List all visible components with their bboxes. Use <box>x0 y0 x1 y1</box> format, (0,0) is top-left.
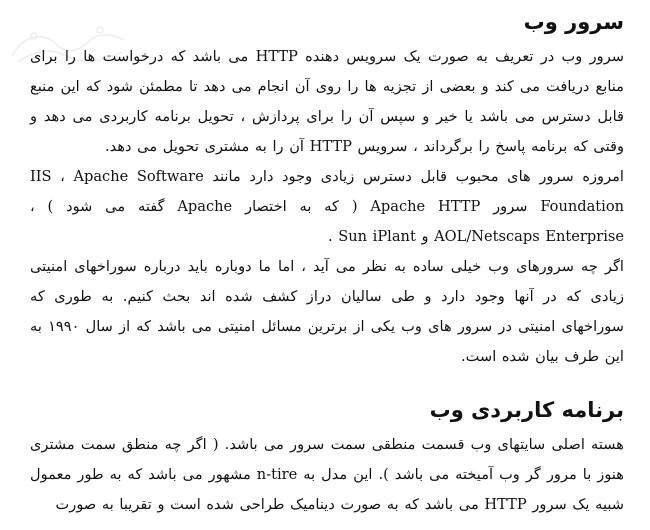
paragraph-web-server-definition: سرور وب در تعریف به صورت یک سرویس دهنده HTTP می باشد که درخواست ها را برای منابع دریافت می کند و بعضی از تجزیه ها را روی آن انجام می دهد تا مطمئن شود که این منبع قابل دسترس می باشد یا خیر و سپس آن را برای پردازش ، تحویل برنامه کاربردی می دهد و وقتی که برنامه پاسخ را برگرداند ، سرویس HTTP آن را به مشتری تحویل می دهد. <box>30 48 624 155</box>
paragraph-security-holes: اگر چه سرورهای وب خیلی ساده به نظر می آید ، اما ما دوباره باید درباره سوراخهای امنیتی زیادی که در آنها وجود دارد و طی سالیان دراز کشف شده اند بحث کنیم. به طوری که سوراخهای امنیتی در سرور های وب یکی از برترین مسائل امنیتی می باشد که از سال ۱۹۹۰ به این طرف بیان شده است. <box>30 258 625 365</box>
document-body <box>30 6 624 520</box>
paragraph-web-application-core: هسته اصلی سایتهای وب قسمت منطقی سمت سرور می باشد. ( اگر چه منطق سمت مشتری هنوز با مرور گر وب آمیخته می باشد ). این مدل به n-tire مشهور می باشد که به طور معمول شبیه یک سرور HTTP می باشد که به صورت دینامیک طراحی شده است و تقریبا به صورت <box>30 436 624 513</box>
heading-web-server: سرور وب <box>523 10 624 34</box>
paragraph-popular-servers: امروزه سرور های محبوب قابل دسترس زیادی وجود دارد مانند IIS ، Apache Software Foundation سرور Apache HTTP ( که به اختصار Apache گفته می شود ) ، AOL/Netscaps Enterprise و Sun iPlant . <box>30 168 625 245</box>
heading-web-application: برنامه کاربردی وب <box>429 398 624 422</box>
